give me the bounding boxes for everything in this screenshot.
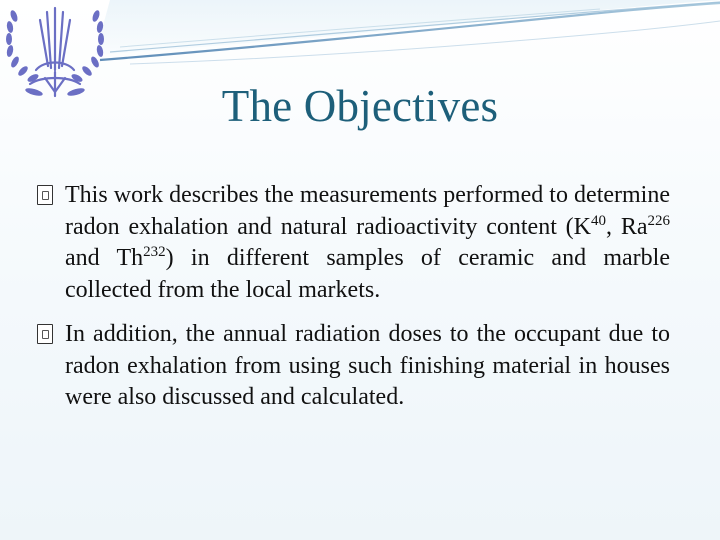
bullet-text: , Ra bbox=[606, 213, 648, 240]
bullet-item bbox=[36, 319, 670, 414]
bullet-list bbox=[36, 180, 670, 427]
superscript-mass-number: 232 bbox=[143, 244, 166, 260]
bullet-text: This work describes the measurements performed to determine radon exhalation and natural radioactivity content (K bbox=[65, 182, 670, 240]
square-bullet-icon bbox=[37, 185, 53, 205]
superscript-mass-number: 40 bbox=[591, 212, 607, 229]
bullet-text: ) in different samples of ceramic and marble collected from the local markets. bbox=[65, 245, 670, 303]
bullet-text: and Th bbox=[65, 245, 144, 271]
square-bullet-icon bbox=[37, 324, 53, 344]
superscript-mass-number: 226 bbox=[647, 212, 670, 229]
bullet-text: In addition, the annual radiation doses to the occupant due to radon exhalation from using such finishing material in houses were also discussed and calculated. bbox=[65, 321, 670, 410]
bullet-item bbox=[36, 180, 670, 306]
slide-title: The Objectives bbox=[221, 81, 499, 131]
